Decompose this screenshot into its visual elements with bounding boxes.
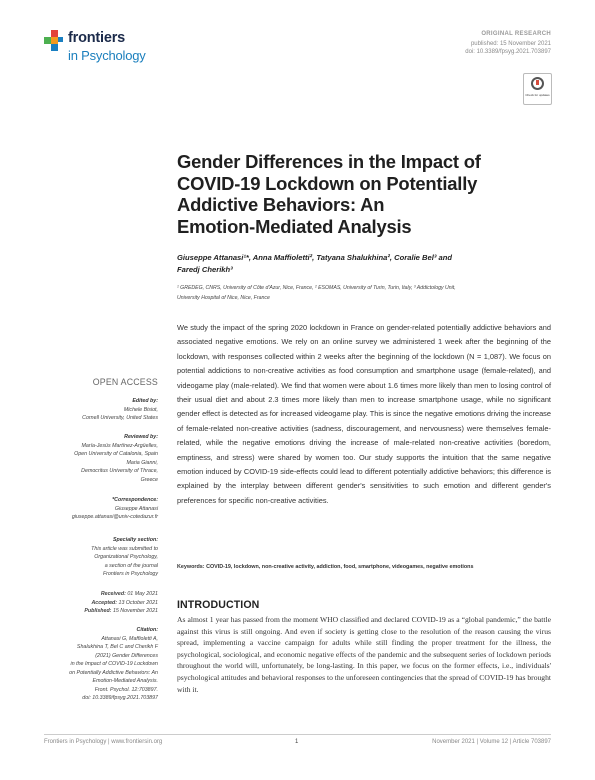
title-line: Addictive Behaviors: An xyxy=(177,194,385,216)
reviewed-by-label: Reviewed by: xyxy=(124,434,158,440)
keywords xyxy=(177,563,551,572)
section-heading-introduction: INTRODUCTION xyxy=(177,599,260,611)
specialty-line: This article was submitted to xyxy=(91,545,158,552)
title-line: COVID-19 Lockdown on Potentially xyxy=(177,172,478,194)
authors-line[interactable]: Giuseppe Attanasi¹*, Anna Maffioletti², Tatyana Shalukhina², Coralie Bel³ and xyxy=(177,253,452,262)
check-updates-label: Check for updates xyxy=(525,93,550,97)
accepted-date: 13 October 2021 xyxy=(118,599,158,606)
check-updates-icon xyxy=(530,76,545,91)
edited-by-block xyxy=(44,397,158,423)
reviewer-affiliation: Democritus University of Thrace, xyxy=(81,468,158,474)
citation-label: Citation: xyxy=(136,627,158,633)
correspondence-label: *Correspondence: xyxy=(112,497,158,503)
reviewer-affiliation: Open University of Catalonia, Spain xyxy=(74,451,158,457)
affiliation-line: University Hospital of Nice, Nice, France xyxy=(177,294,270,301)
affiliations xyxy=(177,284,557,303)
citation-line: (2021) Gender Differences xyxy=(95,652,158,659)
citation-block xyxy=(44,626,158,703)
received-label: Received: xyxy=(100,591,126,597)
frontiers-logo-icon xyxy=(44,29,66,51)
frontiers-logo[interactable] xyxy=(44,29,184,69)
footer-journal-link[interactable]: Frontiers in Psychology | www.frontiersin.org xyxy=(44,739,163,745)
citation-line: on Potentially Addictive Behaviors: An xyxy=(69,669,158,676)
citation-doi-link[interactable]: doi: 10.3389/fpsyg.2021.703897 xyxy=(82,695,158,701)
open-access-label: OPEN ACCESS xyxy=(92,377,158,387)
abstract-text: We study the impact of the spring 2020 lockdown in France on gender-related potentially addictive behaviors and associated negative emotions. We rely on an online survey we administered 1 week after the beginning of the lockdown, with responses collected within 2 weeks after the beginning of the lockdown (N = 1,087). We focus on potential addictions to non-creative activities as food consumption and smartphone usage (female-related), and videogame play (male-related). We find that women were about 1.6 times more likely than men to losing control of their usual diet and about 2.3 times more likely than men to increase smartphone usage, while no significant gender effect is detected as for increased videogame play. This is since the negative emotions driving the increase of female-related non-creative activities (sadness, discouragement, and nervousness) were themselves female-related, while the negative emotions driving the increase of male-related non-creative activities (boredom, emptiness, and stress) were shared by women too. Our study supports the intuition that the same negative emotion induced by COVID-19 side-effects could lead to different potentially addictive behaviors; this difference is explained by the interplay between different gender's sensitivities to such emotion and different gender's preferences for specific non-creative activities. xyxy=(177,323,551,505)
author-list xyxy=(177,252,537,276)
introduction-text: As almost 1 year has passed from the moment WHO classified and declared COVID-19 as a “global pandemic,” the battle against this virus is still ongoing. And even if society is getting close to the resolution of the reason causing the virus spread, implementing a vaccine campaign for adults while still finding the proper treatment for the illness, the psychological, sociological, and economic negative effects of the pandemic and the subsequent series of lockdown periods throughout the world will, unfortunately, be long-lasting. In this paper, we focus on the former effects, i.e., individuals' psychological attitudes and behavioral responses to the unforeseen contingencies that the spread of COVID-19 has brought with it. xyxy=(177,615,551,694)
citation-line: Shalukhina T, Bel C and Cherikh F xyxy=(76,644,158,650)
published-row xyxy=(44,607,158,616)
citation-line: in the Impact of COVID-19 Lockdown xyxy=(70,661,158,667)
editor-name[interactable]: Michele Bisiot, xyxy=(123,406,158,413)
specialty-section-label: Specialty section: xyxy=(112,537,158,543)
affiliation-line: ¹ GREDEG, CNRS, University of Côte d'Azur, Nice, France, ² ESOMAS, University of Turin, Turin, Italy, ³ Addictology Unit, xyxy=(177,285,456,291)
logo-journal: in Psychology xyxy=(68,48,146,63)
received-date: 01 May 2021 xyxy=(127,591,158,597)
dates-block xyxy=(44,590,158,616)
specialty-line: Organizational Psychology, xyxy=(94,554,158,560)
accepted-row xyxy=(44,599,158,608)
received-row xyxy=(44,590,158,599)
keywords-label: Keywords: xyxy=(177,564,205,570)
citation-line: Front. Psychol. 12:703897. xyxy=(94,686,158,693)
reviewer-name[interactable]: María-Jesús Martínez-Argüelles, xyxy=(81,442,158,449)
logo-wordmark: frontiers xyxy=(68,30,126,46)
editor-affiliation: Cornell University, United States xyxy=(82,415,158,421)
article-title xyxy=(177,151,547,237)
published-date-header: published: 15 November 2021 xyxy=(470,41,551,47)
title-line: Emotion-Mediated Analysis xyxy=(177,215,412,237)
reviewed-by-block xyxy=(44,433,158,484)
correspondence-name: Giuseppe Attanasi xyxy=(114,505,158,512)
citation-line: Emotion-Mediated Analysis. xyxy=(92,678,158,684)
specialty-section-block xyxy=(44,536,158,579)
correspondence-email-link[interactable]: giuseppe.attanasi@univ-cotedazur.fr xyxy=(71,514,158,520)
specialty-line: a section of the journal xyxy=(104,562,158,569)
published-date: 15 November 2021 xyxy=(112,608,158,614)
title-line: Gender Differences in the Impact of xyxy=(177,151,481,172)
reviewer-affiliation: Greece xyxy=(140,476,158,483)
edited-by-label: Edited by: xyxy=(132,398,158,404)
reviewer-name[interactable]: Maria Gianni, xyxy=(126,459,158,466)
published-label: Published: xyxy=(84,608,112,614)
authors-line[interactable]: Faredj Cherikh³ xyxy=(177,265,233,274)
specialty-line: Frontiers in Psychology xyxy=(102,571,158,577)
doi-link[interactable]: doi: 10.3389/fpsyg.2021.703897 xyxy=(465,49,551,55)
accepted-label: Accepted: xyxy=(91,599,118,606)
correspondence-block xyxy=(44,496,158,522)
footer-issue-info: November 2021 | Volume 12 | Article 703897 xyxy=(432,739,551,745)
keywords-list: COVID-19, lockdown, non-creative activity, addiction, food, smartphone, videogames, negative emotions xyxy=(206,564,474,570)
citation-line: Attanasi G, Maffioletti A, xyxy=(101,635,158,642)
page-number: 1 xyxy=(295,739,299,745)
footer-divider xyxy=(44,734,551,735)
article-type: ORIGINAL RESEARCH xyxy=(481,31,551,37)
check-for-updates-button[interactable] xyxy=(523,73,552,105)
